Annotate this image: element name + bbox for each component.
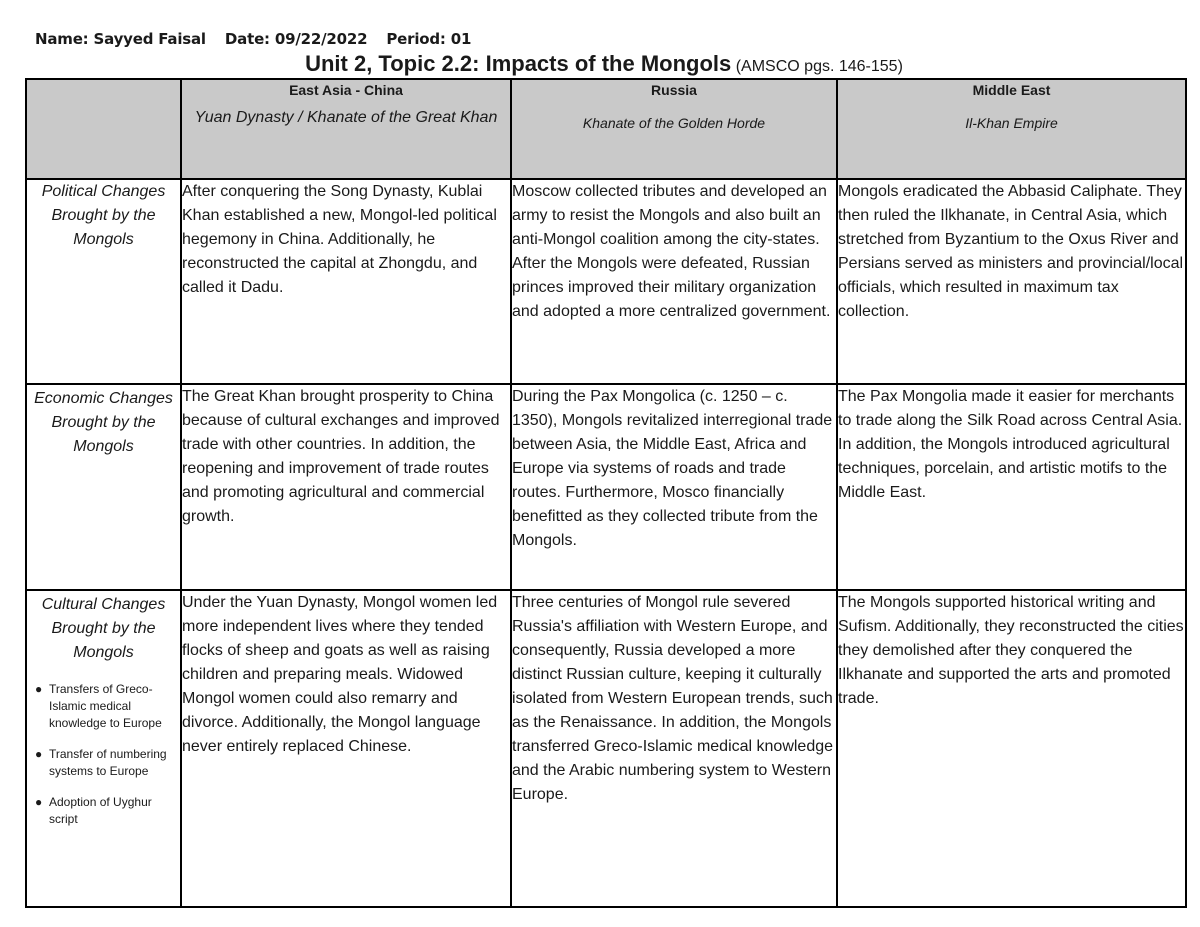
table-header-row — [26, 79, 1186, 179]
cell-economic-middle-east: The Pax Mongolia made it easier for merchants to trade along the Silk Road across Central Asia. In addition, the Mongols introduced agricultural techniques, porcelain, and artistic motifs to the Middle East. — [837, 384, 1186, 590]
cell-cultural-china: Under the Yuan Dynasty, Mongol women led more independent lives where they tended flocks of sheep and goats as well as raising children and preparing meals. Widowed Mongol women could also remarry and divorce. Additionally, the Mongol language never entirely replaced Chinese. — [181, 590, 511, 907]
cell-cultural-russia: Three centuries of Mongol rule severed Russia's affiliation with Western Europe, and consequently, Russia developed a more distinct Russian culture, keeping it culturally isolated from Western European trends, such as the Renaissance. In addition, the Mongols transferred Greco-Islamic medical knowledge and the Arabic numbering system to Western Europe. — [511, 590, 837, 907]
student-name: Name: Sayyed Faisal — [35, 30, 206, 48]
column-subheading: Il-Khan Empire — [965, 115, 1058, 131]
row-label-cultural: Cultural Changes Brought by the Mongols — [41, 596, 166, 661]
list-item: ● Transfer of numbering systems to Europe — [35, 747, 167, 778]
column-subheading: Khanate of the Golden Horde — [582, 115, 766, 131]
bullet-icon: ● — [35, 747, 43, 761]
column-heading: Russia — [651, 82, 697, 98]
student-info-line — [35, 30, 485, 48]
header-corner-cell — [26, 79, 181, 179]
cell-political-china: After conquering the Song Dynasty, Kublai Khan established a new, Mongol-led political hegemony in China. Additionally, he reconstructed the capital at Zhongdu, and called it Dadu. — [181, 179, 511, 384]
table-row-economic — [26, 384, 1186, 590]
assignment-date: Date: 09/22/2022 — [224, 30, 368, 48]
column-heading: Middle East — [972, 82, 1051, 98]
class-period: Period: 01 — [386, 30, 472, 48]
cell-political-middle-east: Mongols eradicated the Abbasid Caliphate. They then ruled the Ilkhanate, in Central Asia, which stretched from Byzantium to the Oxus River and Persians served as ministers and provincial/local officials, which resulted in maximum tax collection. — [837, 179, 1186, 384]
column-heading: East Asia - China — [289, 82, 403, 98]
row-label-cultural-cell — [26, 590, 181, 907]
cell-political-russia: Moscow collected tributes and developed an army to resist the Mongols and also built an anti-Mongol coalition among the city-states. After the Mongols were defeated, Russian princes improved their military organization and adopted a more centralized government. — [511, 179, 837, 384]
column-header-china — [181, 79, 511, 179]
title-main: Unit 2, Topic 2.2: Impacts of the Mongols — [305, 51, 732, 76]
cell-economic-russia: During the Pax Mongolica (c. 1250 – c. 1350), Mongols revitalized interregional trade between Asia, the Middle East, Africa and Europe via systems of roads and trade routes. Furthermore, Mosco financially benefitted as they collected tribute from the Mongols. — [511, 384, 837, 590]
page-title — [0, 51, 1200, 77]
impacts-table — [25, 78, 1187, 908]
table-row-political — [26, 179, 1186, 384]
row-label-political: Political Changes Brought by the Mongols — [26, 179, 181, 384]
list-item: ● Transfers of Greco-Islamic medical knowledge to Europe — [35, 682, 162, 730]
title-source: (AMSCO pgs. 146-155) — [735, 58, 903, 75]
bullet-icon: ● — [35, 682, 43, 696]
column-header-russia — [511, 79, 837, 179]
cell-economic-china: The Great Khan brought prosperity to China because of cultural exchanges and improved trade with other countries. In addition, the reopening and improvement of trade routes and promoting agricultural and commercial growth. — [181, 384, 511, 590]
cell-cultural-middle-east: The Mongols supported historical writing and Sufism. Additionally, they reconstructed the cities they demolished after they conquered the Ilkhanate and supported the arts and promoted trade. — [837, 590, 1186, 907]
table-row-cultural — [26, 590, 1186, 907]
column-subheading: Yuan Dynasty / Khanate of the Great Khan — [194, 109, 498, 126]
bullet-icon: ● — [35, 795, 43, 809]
row-label-economic: Economic Changes Brought by the Mongols — [26, 384, 181, 590]
list-item: ● Adoption of Uyghur script — [35, 795, 152, 826]
column-header-middle-east — [837, 79, 1186, 179]
cultural-bullet-list — [27, 681, 180, 828]
